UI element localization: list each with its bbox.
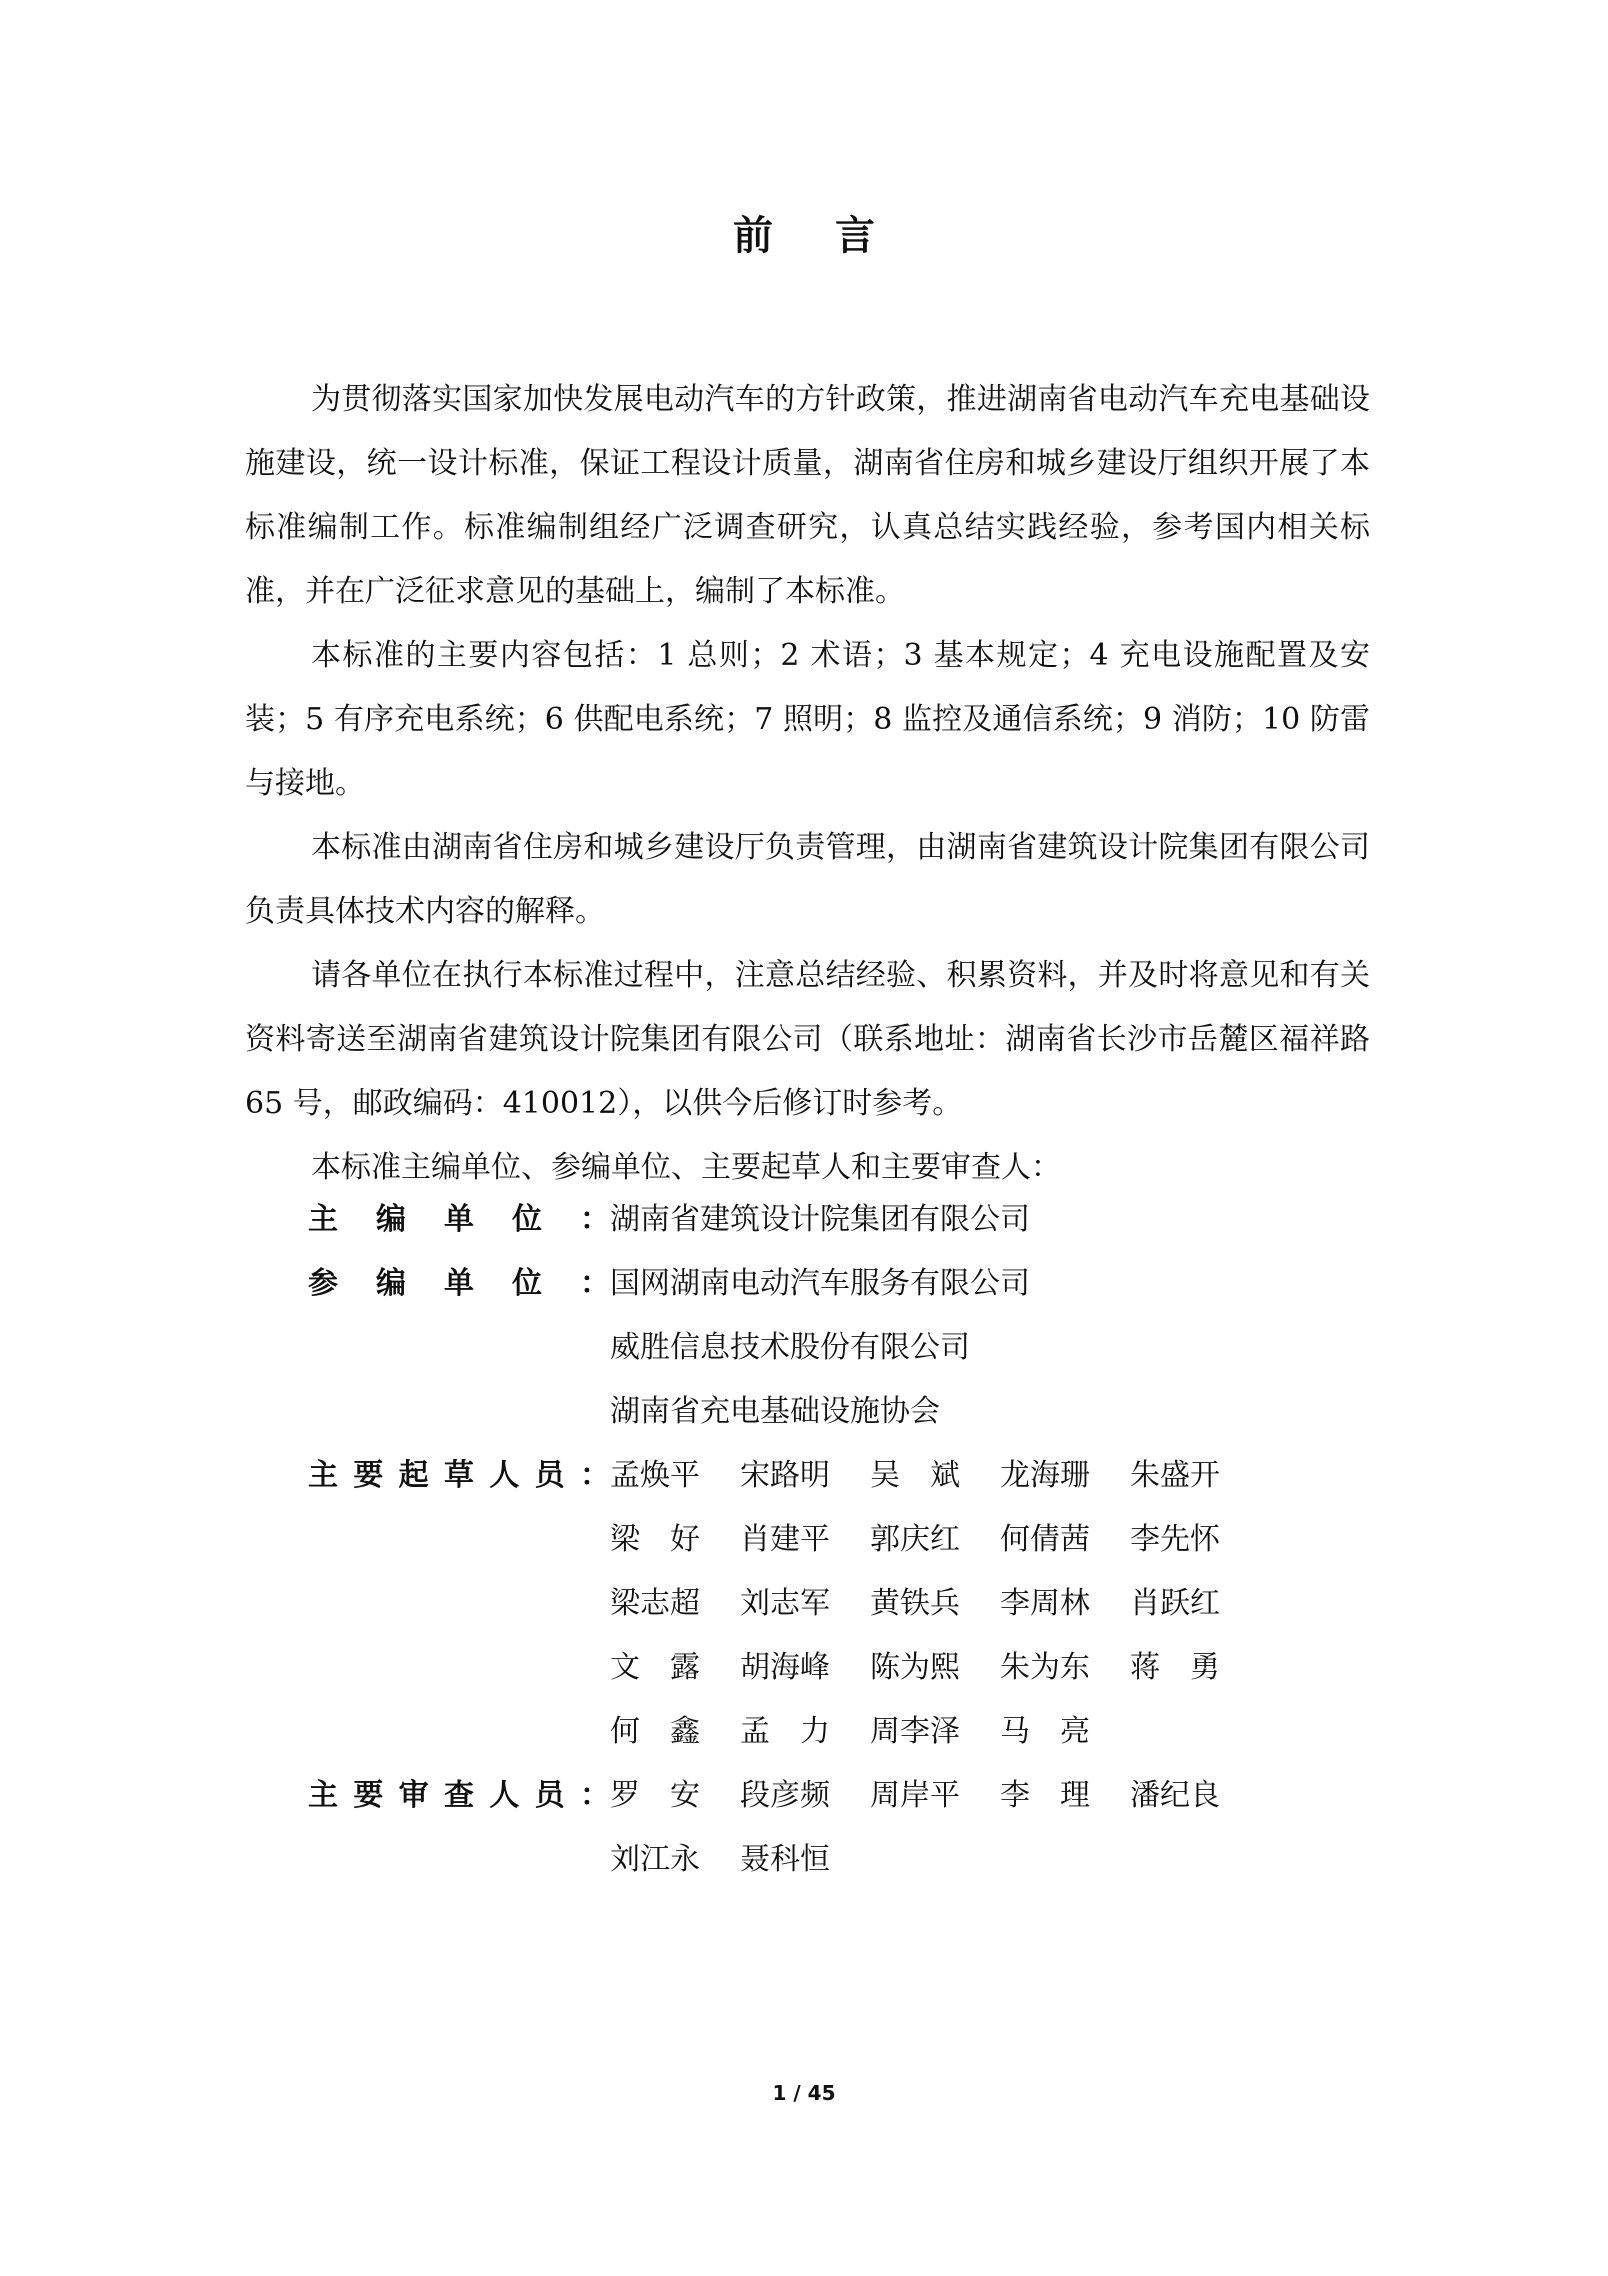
person-name: 李理 bbox=[1000, 1778, 1120, 1813]
names-line bbox=[610, 1508, 1308, 1572]
person-name: 李周林 bbox=[1000, 1586, 1090, 1621]
person-name: 肖建平 bbox=[740, 1522, 830, 1557]
chief-unit-orgs bbox=[610, 1188, 1308, 1252]
label-char: 主 bbox=[308, 1778, 338, 1813]
person-name: 朱为东 bbox=[1000, 1650, 1090, 1685]
person-name: 孟焕平 bbox=[610, 1458, 700, 1493]
page-title: 前 言 bbox=[733, 213, 899, 259]
org-name: 威胜信息技术股份有限公司 bbox=[610, 1330, 970, 1365]
paragraph: 本标准的主要内容包括：1 总则；2 术语；3 基本规定；4 充电设施配置及安装；5 有序充电系统；6 供配电系统；7 照明；8 监控及通信系统；9 消防；10 防雷与接地。 bbox=[245, 638, 1370, 801]
label-char: 主 bbox=[308, 1458, 338, 1493]
label-char: 草 bbox=[443, 1458, 474, 1493]
person-name: 周李泽 bbox=[870, 1714, 960, 1749]
label-char: 起 bbox=[398, 1458, 429, 1493]
person-name: 何倩茜 bbox=[1000, 1522, 1090, 1557]
org-name: 湖南省建筑设计院集团有限公司 bbox=[610, 1202, 1030, 1237]
reviewers-names bbox=[610, 1764, 1308, 1892]
label-char: 审 bbox=[398, 1778, 429, 1813]
drafters-row bbox=[308, 1444, 1308, 1764]
person-name: 胡海峰 bbox=[740, 1650, 830, 1685]
label-char: 人 bbox=[489, 1458, 520, 1493]
paragraph: 本标准由湖南省住房和城乡建设厅负责管理，由湖南省建筑设计院集团有限公司负责具体技术内容的解释。 bbox=[245, 830, 1370, 929]
org-name: 湖南省充电基础设施协会 bbox=[610, 1394, 940, 1429]
person-name: 蒋勇 bbox=[1130, 1650, 1250, 1685]
label-char: 位 bbox=[512, 1202, 542, 1237]
person-name: 陈为熙 bbox=[870, 1650, 960, 1685]
preface-body bbox=[245, 368, 1370, 1200]
label-char: 编 bbox=[376, 1266, 406, 1301]
label-char: 单 bbox=[444, 1202, 474, 1237]
label-char: 单 bbox=[444, 1266, 474, 1301]
credits-list bbox=[308, 1188, 1308, 1892]
person-name: 肖跃红 bbox=[1130, 1586, 1220, 1621]
label-char: ： bbox=[579, 1778, 610, 1813]
participating-units-label bbox=[308, 1252, 610, 1316]
person-name: 梁好 bbox=[610, 1522, 730, 1557]
chief-unit-label bbox=[308, 1188, 610, 1252]
names-line bbox=[610, 1572, 1308, 1636]
label-char: 主 bbox=[308, 1202, 338, 1237]
person-name: 梁志超 bbox=[610, 1586, 700, 1621]
person-name: 刘志军 bbox=[740, 1586, 830, 1621]
paragraph: 请各单位在执行本标准过程中，注意总结经验、积累资料，并及时将意见和有关资料寄送至湖南省建筑设计院集团有限公司（联系地址：湖南省长沙市岳麓区福祥路 65 号，邮政编码：410012），以供今后修订时参考。 bbox=[245, 958, 1370, 1121]
org-name: 国网湖南电动汽车服务有限公司 bbox=[610, 1266, 1030, 1301]
paragraph: 为贯彻落实国家加快发展电动汽车的方针政策，推进湖南省电动汽车充电基础设施建设，统一设计标准，保证工程设计质量，湖南省住房和城乡建设厅组织开展了本标准编制工作。标准编制组经广泛调查研究，认真总结实践经验，参考国内相关标准，并在广泛征求意见的基础上，编制了本标准。 bbox=[245, 382, 1370, 609]
person-name: 马亮 bbox=[1000, 1714, 1120, 1749]
person-name: 潘纪良 bbox=[1130, 1778, 1220, 1813]
label-char: 查 bbox=[443, 1778, 474, 1813]
reviewers-label bbox=[308, 1764, 610, 1828]
names-line bbox=[610, 1636, 1308, 1700]
names-line bbox=[610, 1764, 1308, 1828]
person-name: 黄铁兵 bbox=[870, 1586, 960, 1621]
label-char: 员 bbox=[534, 1778, 565, 1813]
label-char: 要 bbox=[353, 1458, 384, 1493]
person-name: 聂科恒 bbox=[740, 1842, 830, 1877]
names-line bbox=[610, 1828, 1308, 1892]
page-number: 1 / 45 bbox=[772, 2081, 836, 2105]
person-name: 罗安 bbox=[610, 1778, 730, 1813]
label-char: ： bbox=[579, 1458, 610, 1493]
person-name: 文露 bbox=[610, 1650, 730, 1685]
person-name: 吴斌 bbox=[870, 1458, 990, 1493]
person-name: 龙海珊 bbox=[1000, 1458, 1090, 1493]
drafters-names bbox=[610, 1444, 1308, 1764]
reviewers-row bbox=[308, 1764, 1308, 1892]
label-char: 参 bbox=[308, 1266, 338, 1301]
label-char: 位 bbox=[512, 1266, 542, 1301]
names-line bbox=[610, 1444, 1308, 1508]
participating-units-row bbox=[308, 1252, 1308, 1444]
person-name: 宋路明 bbox=[740, 1458, 830, 1493]
person-name: 李先怀 bbox=[1130, 1522, 1220, 1557]
person-name: 何鑫 bbox=[610, 1714, 730, 1749]
label-char: ： bbox=[580, 1202, 610, 1237]
label-char: ： bbox=[580, 1266, 610, 1301]
person-name: 孟力 bbox=[740, 1714, 860, 1749]
person-name: 郭庆红 bbox=[870, 1522, 960, 1557]
person-name: 刘江永 bbox=[610, 1842, 700, 1877]
participating-units-orgs bbox=[610, 1252, 1308, 1444]
drafters-label bbox=[308, 1444, 610, 1508]
paragraph: 本标准主编单位、参编单位、主要起草人和主要审查人： bbox=[311, 1150, 1061, 1185]
label-char: 要 bbox=[353, 1778, 384, 1813]
label-char: 员 bbox=[534, 1458, 565, 1493]
label-char: 人 bbox=[489, 1778, 520, 1813]
chief-unit-row bbox=[308, 1188, 1308, 1252]
person-name: 周岸平 bbox=[870, 1778, 960, 1813]
person-name: 朱盛开 bbox=[1130, 1458, 1220, 1493]
names-line bbox=[610, 1700, 1308, 1764]
person-name: 段彦频 bbox=[740, 1778, 830, 1813]
label-char: 编 bbox=[376, 1202, 406, 1237]
